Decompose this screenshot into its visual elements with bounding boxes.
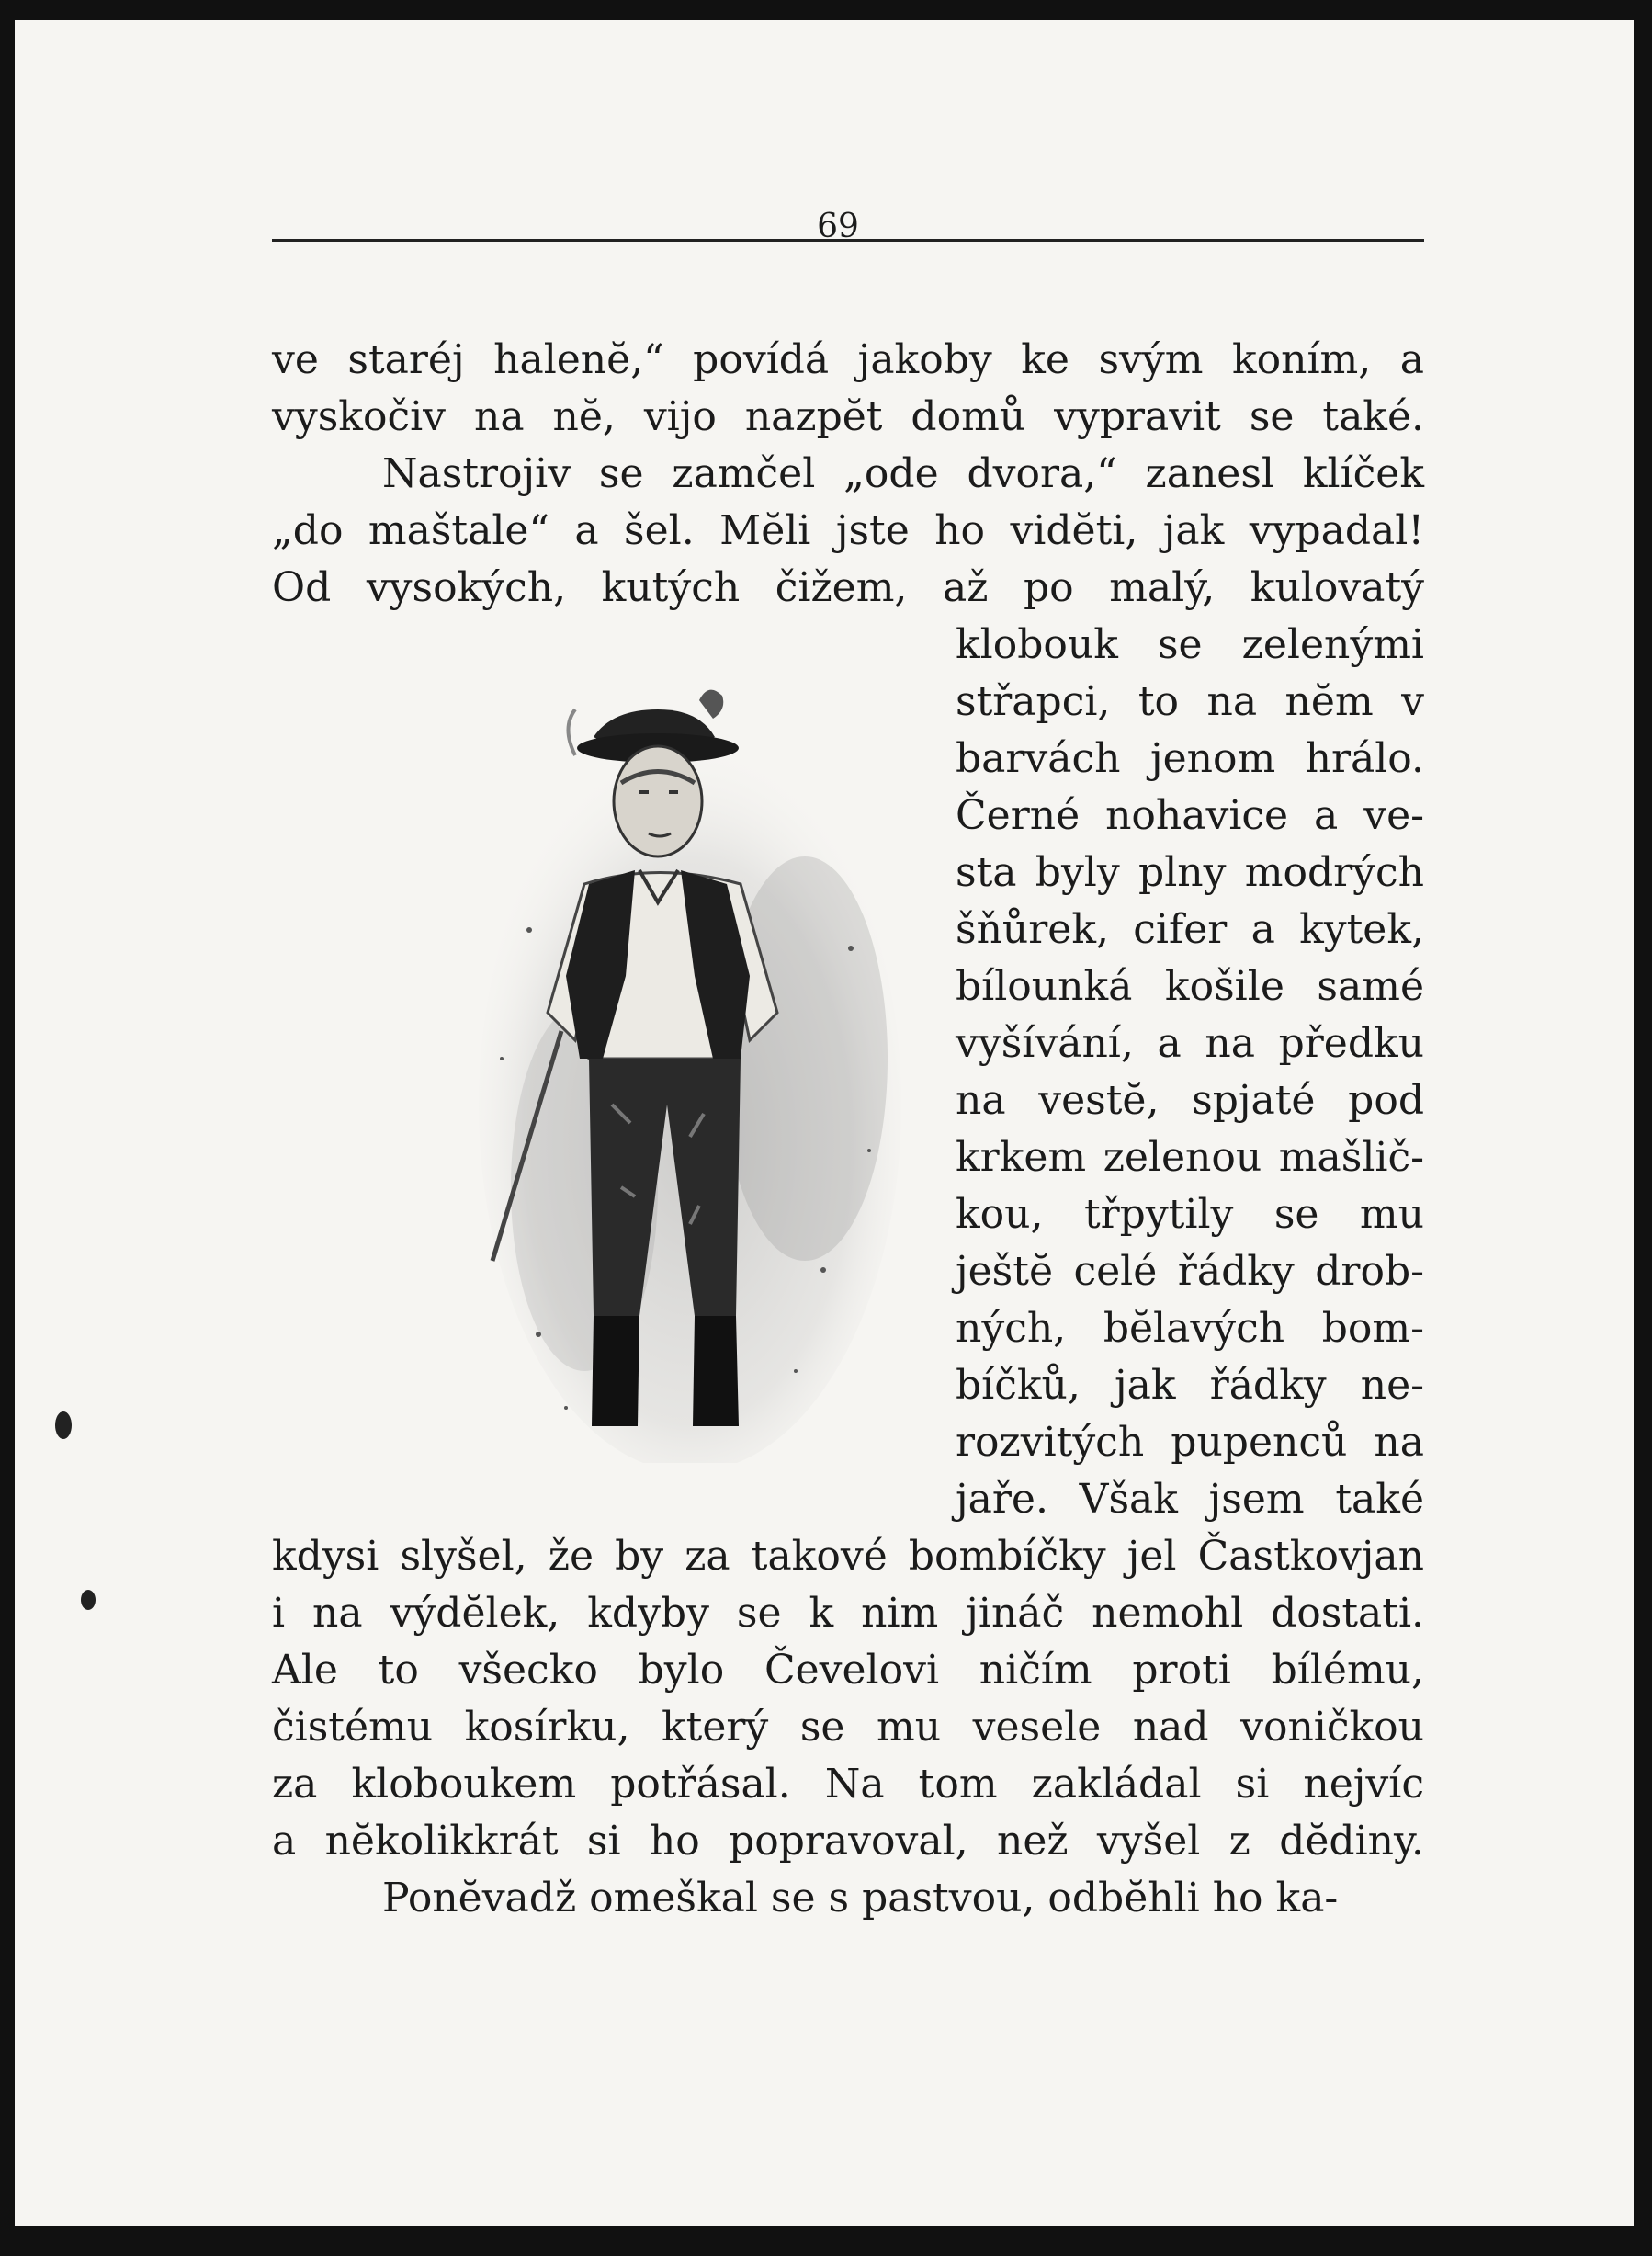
text-line: ještĕ celé řádky drob- xyxy=(956,1248,1424,1295)
text-line: čistému kosírku, který se mu vesele nad voničkou xyxy=(272,1704,1424,1751)
text-line: kou, třpytily se mu xyxy=(956,1191,1424,1238)
text-line: ných, bĕlavých bom- xyxy=(956,1305,1424,1352)
text-line: Od vysokých, kutých čižem, až po malý, kulovatý xyxy=(272,564,1424,611)
text-line: vyskočiv na nĕ, vijo nazpĕt domů vypravit se také. xyxy=(272,393,1424,440)
page-number: 69 xyxy=(817,208,859,245)
text-line: rozvitých pupenců na xyxy=(956,1419,1424,1466)
text-line: za kloboukem potřásal. Na tom zakládal si nejvíc xyxy=(272,1761,1424,1808)
text-line: šňůrek, cifer a kytek, xyxy=(956,906,1424,953)
illustration-drawing xyxy=(474,673,906,1463)
text-line: střapci, to na nĕm v xyxy=(956,678,1424,725)
ink-blot xyxy=(55,1411,72,1439)
text-line: Ponĕvadž omeškal se s pastvou, odbĕhli ho ka- xyxy=(382,1875,1339,1922)
text-line: Ale to všecko bylo Čevelovi ničím proti bílému, xyxy=(272,1647,1424,1694)
text-line: krkem zelenou mašlič- xyxy=(956,1134,1424,1181)
text-line: Černé nohavice a ve- xyxy=(956,792,1424,839)
text-line: kdysi slyšel, že by za takové bombíčky jel Častkovjan xyxy=(272,1533,1424,1580)
text-line: bílounká košile samé xyxy=(956,963,1424,1010)
text-line: klobouk se zelenými xyxy=(956,621,1424,668)
ink-blot xyxy=(81,1590,96,1610)
text-line: bíčků, jak řádky ne- xyxy=(956,1362,1424,1409)
book-page xyxy=(15,20,1634,2226)
text-line: sta byly plny modrých xyxy=(956,849,1424,896)
text-line: vyšívání, a na předku xyxy=(956,1020,1424,1067)
text-line: Nastrojiv se zamčel „ode dvora,“ zanesl klíček xyxy=(382,450,1424,497)
text-line: i na výdĕlek, kdyby se k nim jináč nemohl dostati. xyxy=(272,1590,1424,1637)
text-line: a nĕkolikkrát si ho popravoval, než vyšel z dĕdiny. xyxy=(272,1818,1424,1865)
boy-in-folk-costume-illustration xyxy=(474,673,906,1463)
text-line: barvách jenom hrálo. xyxy=(956,735,1424,782)
text-line: jaře. Však jsem také xyxy=(956,1476,1424,1523)
header-rule xyxy=(272,239,1424,242)
text-line: ve staréj halenĕ,“ povídá jakoby ke svým koním, a xyxy=(272,336,1424,383)
text-line: na vestĕ, spjaté pod xyxy=(956,1077,1424,1124)
text-line: „do maštale“ a šel. Mĕli jste ho vidĕti, jak vypadal! xyxy=(272,507,1424,554)
